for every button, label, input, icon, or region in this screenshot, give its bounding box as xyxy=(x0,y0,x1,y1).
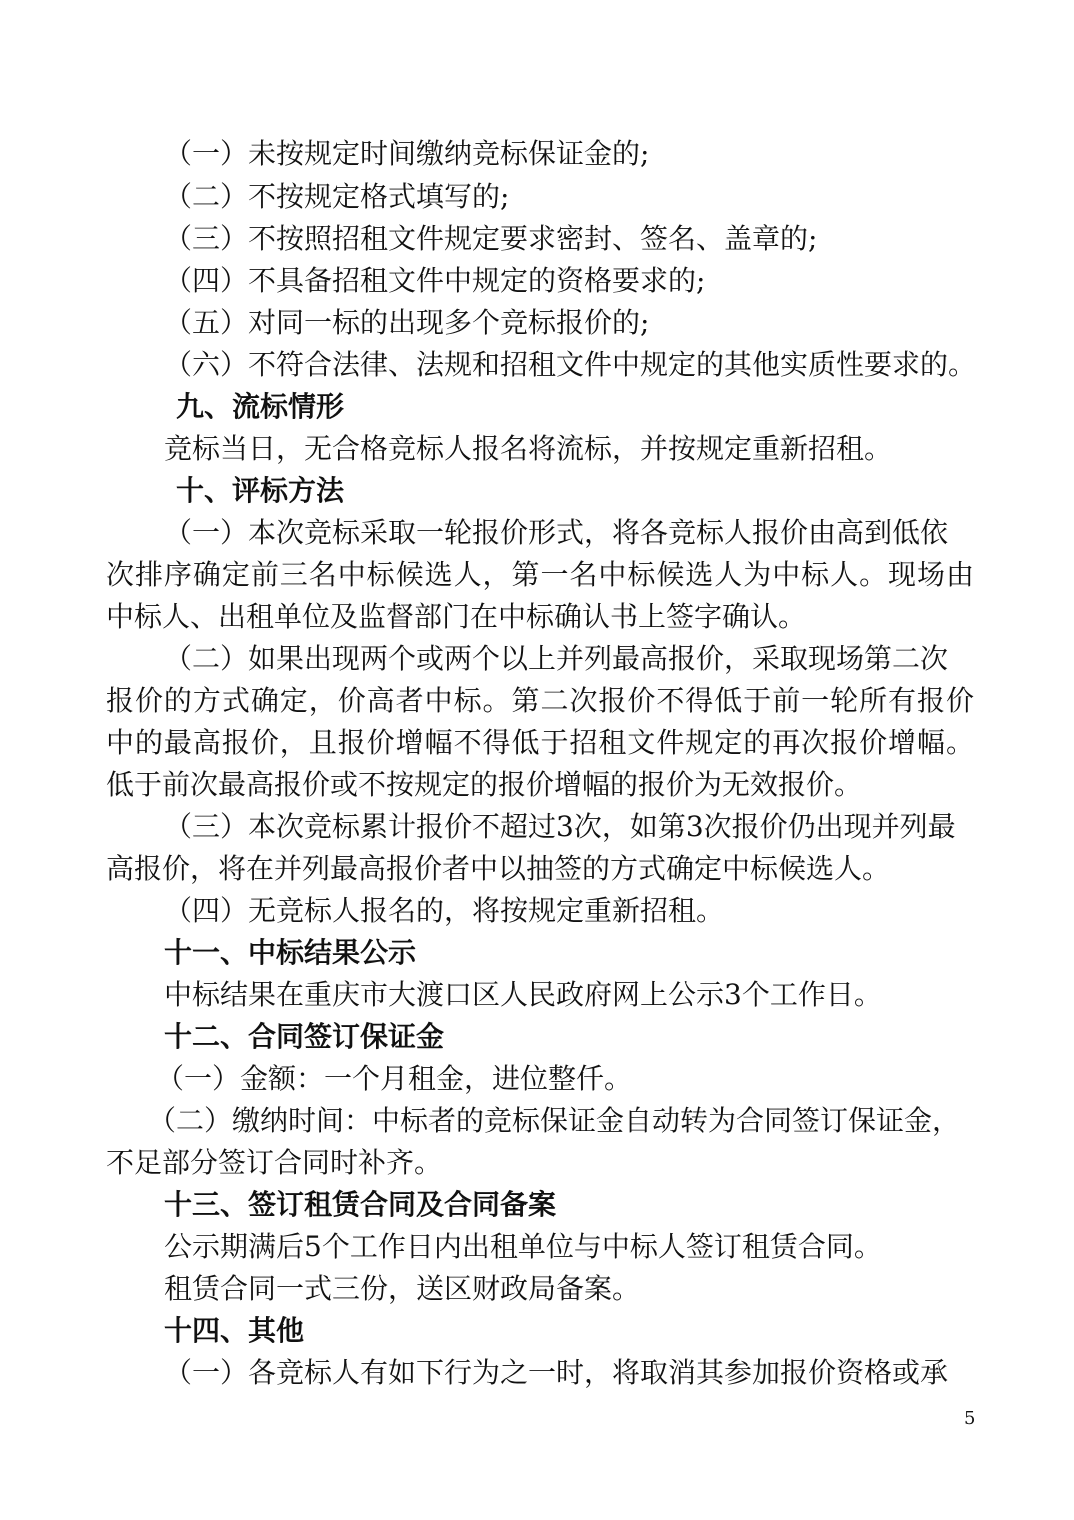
text-line: （一）未按规定时间缴纳竞标保证金的; xyxy=(164,137,650,170)
page-number: 5 xyxy=(964,1408,976,1429)
text-line: （三）不按照招租文件规定要求密封、签名、盖章的; xyxy=(164,222,818,255)
text-line: 报价的方式确定，价高者中标。第二次报价不得低于前一轮所有报价 xyxy=(106,684,974,717)
text-line: 中的最高报价，且报价增幅不得低于招租文件规定的再次报价增幅。 xyxy=(106,726,974,759)
section-heading: 九、流标情形 xyxy=(176,390,345,423)
section-heading: 十、评标方法 xyxy=(176,474,345,507)
text-line: （二）不按规定格式填写的; xyxy=(164,180,510,213)
section-heading: 十一、中标结果公示 xyxy=(164,936,417,969)
text-line: （四）无竞标人报名的，将按规定重新招租。 xyxy=(164,894,725,927)
text-line: 租赁合同一式三份，送区财政局备案。 xyxy=(164,1272,641,1305)
text-line: 高报价，将在并列最高报价者中以抽签的方式确定中标候选人。 xyxy=(106,852,891,885)
text-line: （三）本次竞标累计报价不超过3次，如第3次报价仍出现并列最 xyxy=(164,810,956,843)
text-line: 中标人、出租单位及监督部门在中标确认书上签字确认。 xyxy=(106,600,807,633)
text-line: 次排序确定前三名中标候选人，第一名中标候选人为中标人。现场由 xyxy=(106,558,974,591)
text-line: 竞标当日，无合格竞标人报名将流标，并按规定重新招租。 xyxy=(164,432,893,465)
text-line: 公示期满后5个工作日内出租单位与中标人签订租赁合同。 xyxy=(164,1230,882,1263)
text-line: （六）不符合法律、法规和招租文件中规定的其他实质性要求的。 xyxy=(164,348,977,381)
section-heading: 十三、签订租赁合同及合同备案 xyxy=(164,1188,557,1221)
text-line: （一）金额：一个月租金，进位整仟。 xyxy=(156,1062,633,1095)
section-heading: 十四、其他 xyxy=(164,1314,305,1347)
text-line: 低于前次最高报价或不按规定的报价增幅的报价为无效报价。 xyxy=(106,768,863,801)
text-line: （二）如果出现两个或两个以上并列最高报价，采取现场第二次 xyxy=(164,642,949,675)
text-line: 中标结果在重庆市大渡口区人民政府网上公示3个工作日。 xyxy=(164,978,882,1011)
text-line: （一）本次竞标采取一轮报价形式，将各竞标人报价由高到低依 xyxy=(164,516,949,549)
section-heading: 十二、合同签订保证金 xyxy=(164,1020,445,1053)
text-line: （四）不具备招租文件中规定的资格要求的; xyxy=(164,264,706,297)
text-line: （一）各竞标人有如下行为之一时，将取消其参加报价资格或承 xyxy=(164,1356,949,1389)
text-line: （五）对同一标的出现多个竞标报价的; xyxy=(164,306,650,339)
text-line: （二）缴纳时间：中标者的竞标保证金自动转为合同签订保证金， xyxy=(148,1104,961,1137)
text-line: 不足部分签订合同时补齐。 xyxy=(106,1146,443,1179)
